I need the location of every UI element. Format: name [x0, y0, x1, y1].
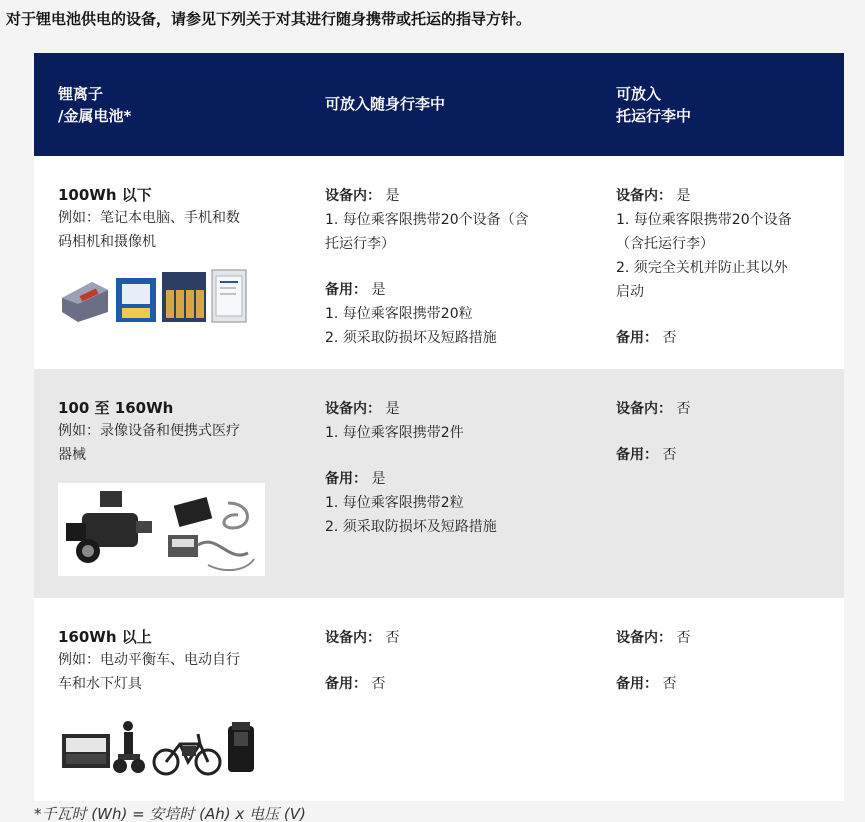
device-images: [58, 720, 325, 776]
note-line: 1. 每位乘客限携带2粒: [325, 495, 464, 511]
spare-value: 是: [371, 471, 386, 487]
checked-cell: [616, 156, 844, 369]
device-label: 设备内：: [325, 630, 381, 646]
small-devices-illustration: [58, 268, 248, 324]
table-row: [34, 156, 844, 369]
spare-value: 否: [371, 676, 386, 692]
header-checked: [616, 53, 844, 156]
category-example-line: 例如：电动平衡车、电动自行: [58, 652, 240, 668]
spare-label: 备用：: [616, 447, 658, 463]
device-value: 否: [676, 630, 691, 646]
camcorder-medical-device-illustration: [58, 483, 265, 576]
header-battery-type-line1: 锂离子: [58, 85, 104, 103]
battery-category-cell: [34, 156, 325, 369]
battery-guidelines-table: [34, 53, 844, 801]
note-line: 托运行李）: [325, 236, 395, 252]
category-title: 100 至 160Wh: [58, 399, 174, 417]
note-line: 2. 须采取防损坏及短路措施: [325, 330, 497, 346]
note-line: 1. 每位乘客限携带20个设备: [616, 212, 792, 228]
category-example-line: 例如：录像设备和便携式医疗: [58, 423, 240, 439]
device-label: 设备内：: [616, 188, 672, 204]
note-line: （含托运行李）: [616, 236, 714, 252]
table-header: [34, 53, 844, 156]
header-carry-on: 可放入随身行李中: [325, 95, 446, 113]
spare-value: 否: [662, 330, 677, 346]
device-value: 是: [676, 188, 691, 204]
spare-value: 否: [662, 447, 677, 463]
category-example-line: 车和水下灯具: [58, 676, 142, 692]
note-line: 1. 每位乘客限携带20个设备（含: [325, 212, 529, 228]
header-checked-line2: 托运行李中: [616, 107, 692, 125]
note-line: 1. 每位乘客限携带2件: [325, 425, 464, 441]
device-images: [58, 483, 325, 576]
carry-on-cell: [325, 598, 616, 801]
note-line: 2. 须完全关机并防止其以外: [616, 260, 788, 276]
header-checked-line1: 可放入: [616, 85, 662, 103]
category-example-line: 例如：笔记本电脑、手机和数: [58, 210, 240, 226]
category-example-line: 码相机和摄像机: [58, 234, 156, 250]
spare-label: 备用：: [325, 471, 367, 487]
device-images: [58, 268, 325, 324]
spare-value: 是: [371, 282, 386, 298]
device-value: 否: [385, 630, 400, 646]
table-row: [34, 598, 844, 801]
carry-on-cell: [325, 369, 616, 598]
note-line: 1. 每位乘客限携带20粒: [325, 306, 473, 322]
checked-cell: [616, 598, 844, 801]
battery-category-cell: [34, 369, 325, 598]
large-devices-illustration: [58, 720, 258, 776]
device-value: 是: [385, 188, 400, 204]
battery-category-cell: [34, 598, 325, 801]
spare-label: 备用：: [325, 282, 367, 298]
note-line: 启动: [616, 284, 644, 300]
category-title: 100Wh 以下: [58, 186, 152, 204]
device-value: 否: [676, 401, 691, 417]
spare-label: 备用：: [325, 676, 367, 692]
note-line: 2. 须采取防损坏及短路措施: [325, 519, 497, 535]
header-battery-type: [34, 53, 325, 156]
device-label: 设备内：: [325, 401, 381, 417]
table-row: [34, 369, 844, 598]
device-value: 是: [385, 401, 400, 417]
header-battery-type-line2: /金属电池*: [58, 107, 132, 125]
device-label: 设备内：: [616, 401, 672, 417]
carry-on-cell: [325, 156, 616, 369]
spare-label: 备用：: [616, 676, 658, 692]
category-title: 160Wh 以上: [58, 628, 152, 646]
footnote: *千瓦时 (Wh) = 安培时 (Ah) x 电压 (V): [34, 805, 306, 822]
device-label: 设备内：: [616, 630, 672, 646]
intro-text: 对于锂电池供电的设备，请参见下列关于对其进行随身携带或托运的指导方针。: [6, 10, 532, 28]
category-example-line: 器械: [58, 447, 86, 463]
spare-value: 否: [662, 676, 677, 692]
checked-cell: [616, 369, 844, 598]
device-label: 设备内：: [325, 188, 381, 204]
spare-label: 备用：: [616, 330, 658, 346]
